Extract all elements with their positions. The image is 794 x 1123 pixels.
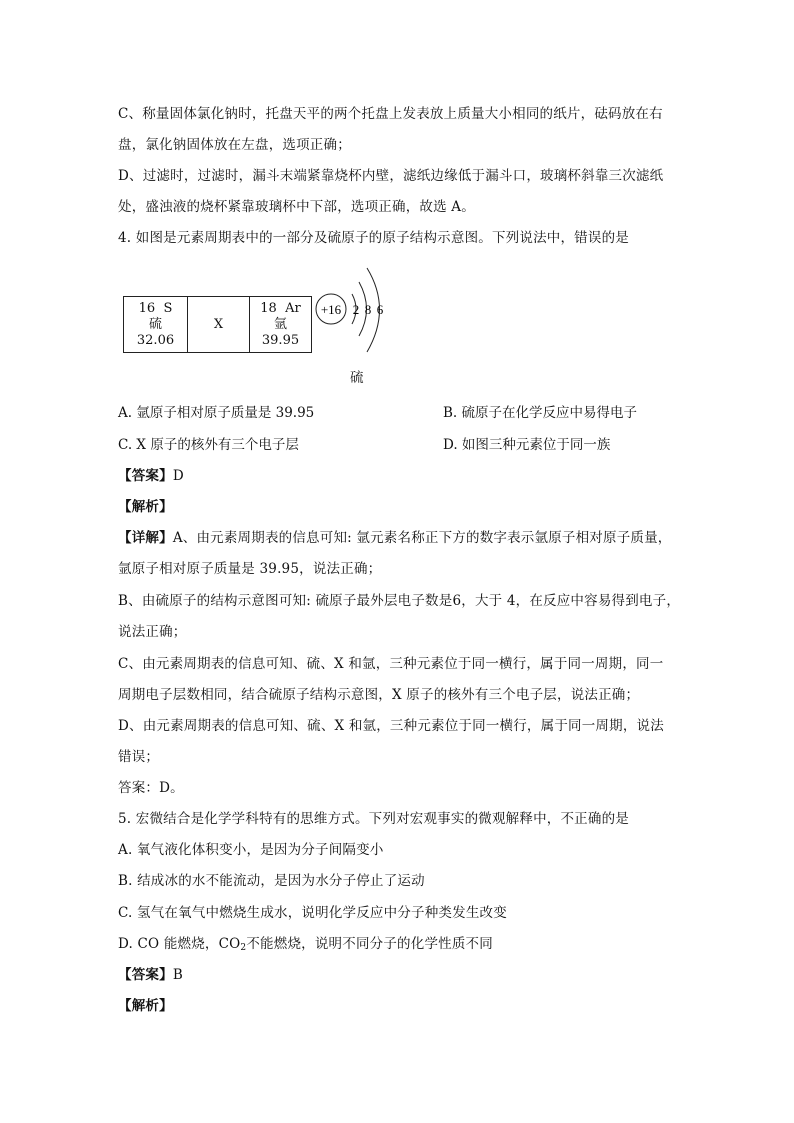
detail-line-6: 周期电子层数相同，结合硫原子结构示意图，X 原子的核外有三个电子层，说法正确； <box>118 687 640 703</box>
atomic-mass: 32.06 <box>136 332 175 348</box>
atomic-number: 18 <box>260 300 277 316</box>
atomic-number: 16 <box>138 300 156 316</box>
detail-line-4: 说法正确； <box>118 624 187 640</box>
q4-option-a: A. 氩原子相对原子质量是 39.95 <box>118 405 315 421</box>
answer-label: 【答案】 <box>118 967 173 983</box>
analysis-heading-q5: 【解析】 <box>118 998 173 1014</box>
element-name: 氩 <box>273 316 287 332</box>
q5-option-b: B. 结成冰的水不能流动，是因为水分子停止了运动 <box>118 873 425 889</box>
answer-label: 【答案】 <box>118 468 173 484</box>
detail-line-5: C、由元素周期表的信息可知、硫、X 和氩，三种元素位于同一横行，属于同一周期，同一 <box>118 656 664 672</box>
detail-line-2: 氩原子相对原子质量是 39.95，说法正确； <box>118 561 382 577</box>
sulfur-atom-structure-diagram <box>314 262 404 358</box>
element-symbol: Ar <box>285 300 301 316</box>
q5-option-c: C. 氢气在氧气中燃烧生成水，说明化学反应中分子种类发生改变 <box>118 905 507 921</box>
answer-q5 <box>118 966 183 984</box>
detail-line-1: 【详解】A、由元素周期表的信息可知: 氩元素名称正下方的数字表示氩原子相对原子质量， <box>118 530 672 546</box>
text-line-d1: D、过滤时，过滤时，漏斗末端紧靠烧杯内壁，滤纸边缘低于漏斗口，玻璃杯斜靠三次滤纸 <box>118 168 664 184</box>
q4-option-d: D. 如图三种元素位于同一族 <box>443 437 611 453</box>
atomic-mass: 39.95 <box>261 332 300 348</box>
element-name: 硫 <box>148 316 162 332</box>
question-5-stem: 5. 宏微结合是化学学科特有的思维方式。下列对宏观事实的微观解释中，不正确的是 <box>118 811 629 827</box>
answer-value: D <box>172 468 184 484</box>
detail-line-7: D、由元素周期表的信息可知、硫、X 和氩，三种元素位于同一横行，属于同一周期，说法 <box>118 718 664 734</box>
shell-electrons-3: 6 <box>376 302 384 317</box>
text-line-c2: 盘，氯化钠固体放在左盘，选项正确； <box>118 137 351 153</box>
detail-line-9: 答案：D。 <box>118 780 184 796</box>
text-line-c1: C、称量固体氯化钠时，托盘天平的两个托盘上发表放上质量大小相同的纸片，砝码放在右 <box>118 106 663 122</box>
analysis-heading-q4: 【解析】 <box>118 499 173 515</box>
q4-option-b: B. 硫原子在化学反应中易得电子 <box>443 405 638 421</box>
element-symbol: S <box>163 300 173 316</box>
text-line-d2: 处，盛浊液的烧杯紧靠玻璃杯中下部，选项正确，故选 A。 <box>118 199 475 215</box>
detail-label: 【详解】 <box>118 530 173 546</box>
table-cell-sulfur <box>124 297 188 352</box>
periodic-table-fragment <box>123 296 312 353</box>
answer-q4 <box>118 467 184 485</box>
table-cell-argon <box>250 297 311 352</box>
shell-electrons-1: 2 <box>352 302 360 317</box>
question-4-stem: 4. 如图是元素周期表中的一部分及硫原子的原子结构示意图。下列说法中，错误的是 <box>118 230 629 246</box>
element-symbol: X <box>213 316 224 332</box>
shell-electrons-2: 8 <box>364 302 372 317</box>
q5-option-d: D. CO 能燃烧，$CO_2$不能燃烧，说明不同分子的化学性质不同 <box>118 936 493 953</box>
detail-line-8: 错误； <box>118 749 160 765</box>
table-cell-x <box>188 297 250 352</box>
q4-option-c: C. X 原子的核外有三个电子层 <box>118 437 299 453</box>
q5-option-a: A. 氧气液化体积变小，是因为分子间隔变小 <box>118 842 384 858</box>
answer-value: B <box>172 967 183 983</box>
atom-label: 硫 <box>350 370 364 386</box>
detail-line-3: B、由硫原子的结构示意图可知: 硫原子最外层电子数是6，大于 4，在反应中容易得到电子， <box>118 593 681 609</box>
nucleus-charge: +16 <box>320 302 342 317</box>
